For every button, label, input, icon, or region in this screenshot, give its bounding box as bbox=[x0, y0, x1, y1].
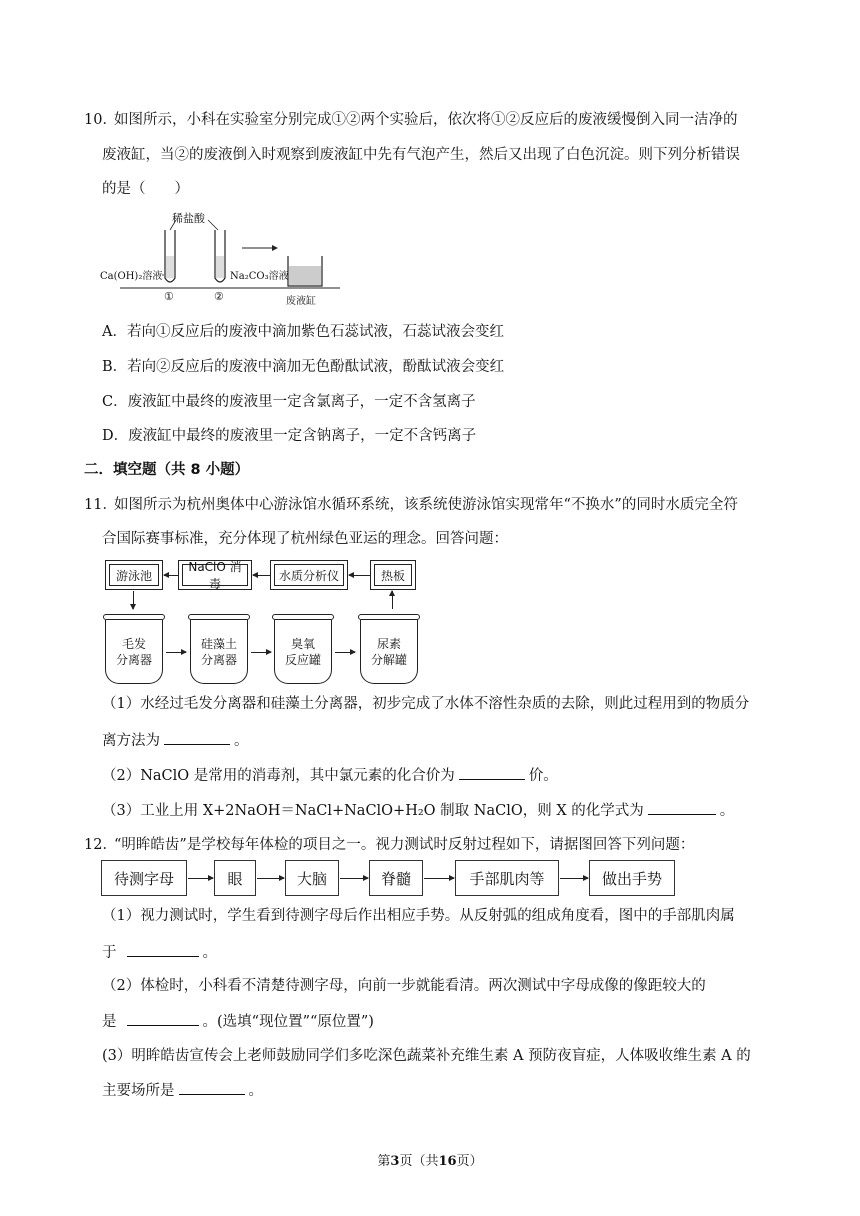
arrow-left-2 bbox=[253, 575, 270, 576]
arrow-left-1 bbox=[164, 575, 178, 576]
flow-arrow bbox=[560, 878, 588, 879]
page-total: 16 bbox=[438, 1154, 457, 1169]
arrow-down bbox=[133, 591, 134, 609]
q11-stem-line2: 合国际赛事标准，充分体现了杭州绿色亚运的理念。回答问题： bbox=[102, 531, 508, 547]
tank-ozone-reactor: 臭氧 反应罐 bbox=[274, 620, 332, 684]
q10-option-b: B．若向②反应后的废液中滴加无色酚酞试液，酚酞试液会变红 bbox=[102, 359, 505, 375]
q10-number: 10． bbox=[84, 112, 117, 128]
tank-label: 废液缸 bbox=[286, 296, 316, 307]
q10-figure bbox=[100, 208, 350, 308]
q10-stem-line2: 废液缸，当②的废液倒入时观察到废液缸中先有气泡产生，然后又出现了白色沉淀。则下列分析错误 bbox=[102, 147, 740, 163]
q10-stem-line3: 的是（ ） bbox=[102, 181, 189, 197]
q10-option-d: D．废液缸中最终的废液里一定含钠离子，一定不含钙离子 bbox=[102, 428, 477, 444]
section-title: 二．填空题（共 8 小题） bbox=[84, 462, 250, 478]
q11-stem-line1: 如图所示为杭州奥体中心游泳馆水循环系统，该系统使游泳馆实现常年“不换水”的同时水质完全符 bbox=[114, 497, 738, 513]
answer-blank[interactable] bbox=[459, 765, 525, 780]
q11-sub3: （3）工业上用 X+2NaOH＝NaCl+NaClO+H₂O 制取 NaClO，则 X 的化学式为 。 bbox=[102, 800, 734, 821]
answer-blank[interactable] bbox=[179, 1080, 245, 1095]
q11-sub1-line1: （1）水经过毛发分离器和硅藻土分离器，初步完成了水体不溶性杂质的去除，则此过程用到的物质分 bbox=[102, 696, 750, 712]
flow-eye: 眼 bbox=[214, 860, 256, 896]
q11-sub2: （2）NaClO 是常用的消毒剂，其中氯元素的化合价为 价。 bbox=[102, 765, 558, 786]
acid-label: 稀盐酸 bbox=[172, 212, 205, 225]
box-pool: 游泳池 bbox=[105, 560, 163, 590]
answer-blank[interactable] bbox=[127, 942, 199, 957]
q11-water-cycle-diagram bbox=[100, 558, 430, 690]
box-naclo: NaClO 消毒 bbox=[178, 560, 252, 590]
q12-sub2-line2: 是 。(选填“现位置”“原位置”) bbox=[102, 1011, 374, 1032]
q12-number: 12． bbox=[84, 837, 117, 853]
flow-gesture: 做出手势 bbox=[589, 860, 675, 896]
na2co3-label: Na₂CO₃溶液 bbox=[230, 271, 289, 282]
flow-arrow bbox=[257, 878, 284, 879]
q11-sub1-line2: 离方法为 。 bbox=[102, 730, 249, 751]
q11-number: 11． bbox=[84, 497, 117, 513]
q10-stem-line1: 如图所示，小科在实验室分别完成①②两个实验后，依次将①②反应后的废液缓慢倒入同一洁净的 bbox=[114, 112, 738, 128]
q12-sub2-line1: （2）体检时，小科看不清楚待测字母，向前一步就能看清。两次测试中字母成像的像距较大的 bbox=[102, 978, 706, 994]
flow-spinal-cord: 脊髓 bbox=[369, 860, 423, 896]
q12-sub1-line2: 于 。 bbox=[102, 942, 217, 963]
q12-stem: “明眸皓齿”是学校每年体检的项目之一。视力测试时反射过程如下，请据图回答下列问题： bbox=[114, 837, 695, 853]
arrow-right-2 bbox=[251, 652, 271, 653]
answer-blank[interactable] bbox=[648, 800, 716, 815]
flow-arrow bbox=[188, 878, 213, 879]
flow-letter: 待测字母 bbox=[101, 860, 187, 896]
arrow-left-3 bbox=[349, 575, 370, 576]
tube2-label: ② bbox=[214, 290, 224, 303]
q10-option-c: C．废液缸中最终的废液里一定含氯离子，一定不含氢离子 bbox=[102, 394, 476, 410]
q12-sub1-line1: （1）视力测试时，学生看到待测字母后作出相应手势。从反射弧的组成角度看，图中的手部肌肉属 bbox=[102, 908, 735, 924]
q12-reflex-flow bbox=[100, 860, 680, 900]
q10-option-a: A．若向①反应后的废液中滴加紫色石蕊试液，石蕊试液会变红 bbox=[102, 324, 504, 340]
arrow-up bbox=[392, 591, 393, 609]
flow-brain: 大脑 bbox=[285, 860, 339, 896]
arrow-right-3 bbox=[335, 652, 355, 653]
page-number: 3 bbox=[390, 1154, 400, 1169]
box-analyzer: 水质分析仪 bbox=[270, 560, 348, 590]
caoh-label: Ca(OH)₂溶液 bbox=[100, 271, 163, 282]
tank-urea-decomposer: 尿素 分解罐 bbox=[360, 620, 418, 684]
flow-arrow bbox=[340, 878, 368, 879]
q12-sub3-line2: 主要场所是 。 bbox=[102, 1080, 263, 1101]
tube1-label: ① bbox=[164, 290, 174, 303]
tank-hair-separator: 毛发 分离器 bbox=[105, 620, 163, 684]
box-heater: 热板 bbox=[370, 560, 416, 590]
answer-blank[interactable] bbox=[164, 730, 230, 745]
flow-arrow bbox=[424, 878, 454, 879]
flow-hand-muscles: 手部肌肉等 bbox=[455, 860, 559, 896]
arrow-right-1 bbox=[166, 652, 186, 653]
answer-blank[interactable] bbox=[127, 1011, 199, 1026]
page-footer: 第3页（共16页） bbox=[377, 1154, 483, 1169]
q12-sub3-line1: (3）明眸皓齿宣传会上老师鼓励同学们多吃深色蔬菜补充维生素 A 预防夜盲症，人体吸收维生素 A 的 bbox=[102, 1048, 751, 1064]
tank-diatomite-separator: 硅藻土 分离器 bbox=[190, 620, 248, 684]
